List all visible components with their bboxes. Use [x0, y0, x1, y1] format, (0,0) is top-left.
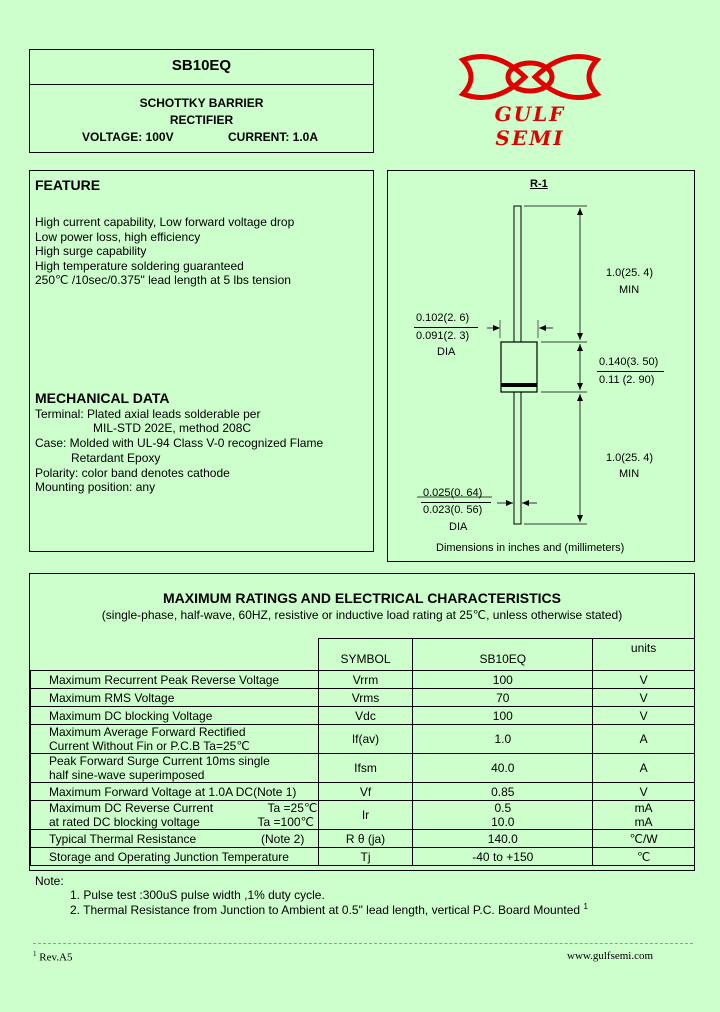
- feature-item: High temperature soldering guaranteed: [35, 259, 244, 273]
- body-dia-min: 0.091(2. 3): [416, 330, 470, 342]
- feature-heading: FEATURE: [35, 177, 101, 193]
- notes-label: Note:: [35, 874, 64, 888]
- unit-line: mA: [634, 815, 653, 829]
- body-dia-label: DIA: [437, 346, 456, 358]
- param-line: Maximum Average Forward Rectified: [49, 725, 246, 739]
- table-row: [31, 830, 695, 848]
- body-len-fraction-line: [597, 371, 664, 372]
- mechanical-line: Retardant Epoxy: [71, 451, 161, 465]
- header-param-cell: [31, 639, 319, 671]
- unit-line: mA: [634, 801, 653, 815]
- footer-rev: [33, 950, 72, 964]
- logo-mark-icon: [455, 52, 605, 102]
- note-text: 2. Thermal Resistance from Junction to Ambient at 0.5" lead length, vertical P.C. Board Mounted: [70, 903, 581, 917]
- symbol-cell: Vdc: [318, 707, 413, 725]
- mechanical-line: Mounting position: any: [35, 480, 156, 494]
- param-cell: Maximum RMS Voltage: [31, 689, 319, 707]
- mechanical-line: MIL-STD 202E, method 208C: [93, 421, 252, 435]
- header-box: [29, 49, 374, 153]
- lead-top-min: MIN: [619, 284, 640, 296]
- note-mark: 1: [583, 902, 588, 911]
- header-divider: [30, 84, 373, 85]
- table-row: [31, 707, 695, 725]
- value-cell: 140.0: [413, 830, 593, 848]
- unit-cell: V: [593, 671, 695, 689]
- param-text: Typical Thermal Resistance: [49, 831, 197, 846]
- symbol-cell: Vrrm: [318, 671, 413, 689]
- dimension-caption: Dimensions in inches and (millimeters): [436, 542, 625, 554]
- mechanical-line: Polarity: color band denotes cathode: [35, 466, 230, 480]
- header-part: SB10EQ: [413, 639, 593, 671]
- param-line: [49, 801, 318, 815]
- package-label: R-1: [530, 178, 548, 190]
- param-cell: [31, 725, 319, 754]
- param-text: Maximum DC Reverse Current: [49, 801, 214, 815]
- title-line1: SCHOTTKY BARRIER: [139, 96, 264, 110]
- part-number: SB10EQ: [171, 57, 232, 74]
- param-cell: [31, 830, 319, 848]
- symbol-cell: R θ (ja): [318, 830, 413, 848]
- title-line2: RECTIFIER: [169, 113, 234, 127]
- footer-rev-mark: 1: [33, 950, 37, 958]
- lead-dia-min: 0.023(0. 56): [423, 504, 483, 516]
- unit-cell: V: [593, 783, 695, 801]
- param-cell: Maximum Recurrent Peak Reverse Voltage: [31, 671, 319, 689]
- unit-cell: A: [593, 754, 695, 783]
- table-header-row: [31, 639, 695, 671]
- unit-cell: V: [593, 707, 695, 725]
- param-condition: (Note 2): [261, 831, 305, 846]
- body-dia-max: 0.102(2. 6): [416, 312, 470, 324]
- gulf-semi-logo: [455, 52, 605, 150]
- feature-item: Low power loss, high efficiency: [35, 230, 201, 244]
- table-row: [31, 725, 695, 754]
- unit-cell: V: [593, 689, 695, 707]
- logo-text: GULF SEMI: [494, 102, 566, 150]
- unit-cell: A: [593, 725, 695, 754]
- param-cell: Storage and Operating Junction Temperature: [31, 848, 319, 866]
- table-row: [31, 754, 695, 783]
- feature-item: High surge capability: [35, 244, 147, 258]
- param-condition: Ta =100℃: [257, 815, 315, 829]
- param-line: Current Without Fin or P.C.B Ta=25℃: [49, 739, 250, 753]
- voltage-rating: VOLTAGE: 100V: [82, 130, 174, 144]
- header-units: units: [593, 639, 695, 671]
- ratings-table: [30, 638, 695, 866]
- param-line: [49, 815, 315, 829]
- param-line: half sine-wave superimposed: [49, 768, 205, 782]
- body-len-max: 0.140(3. 50): [599, 356, 659, 368]
- param-cell: Maximum Forward Voltage at 1.0A DC(Note 1): [31, 783, 319, 801]
- footer-rule: [33, 943, 693, 944]
- lead-top-length: 1.0(25. 4): [606, 267, 654, 279]
- param-cell: Maximum DC blocking Voltage: [31, 707, 319, 725]
- body-dia-fraction-line: [414, 327, 478, 328]
- lead-bot-min: MIN: [619, 468, 640, 480]
- param-text: at rated DC blocking voltage: [49, 815, 200, 829]
- symbol-cell: Ir: [318, 801, 413, 830]
- lead-dia-label: DIA: [449, 521, 468, 533]
- current-rating: CURRENT: 1.0A: [228, 130, 319, 144]
- unit-cell: ℃/W: [593, 830, 695, 848]
- table-row: [31, 783, 695, 801]
- param-condition: Ta =25℃: [267, 801, 318, 815]
- value-cell: 100: [413, 671, 593, 689]
- feature-item: 250℃ /10sec/0.375" lead length at 5 lbs tension: [35, 273, 291, 287]
- table-row: [31, 801, 695, 830]
- value-cell: 100: [413, 707, 593, 725]
- lead-bot-length: 1.0(25. 4): [606, 452, 654, 464]
- symbol-cell: Tj: [318, 848, 413, 866]
- mechanical-line: Case: Molded with UL-94 Class V-0 recognized Flame: [35, 436, 324, 450]
- param-line: Peak Forward Surge Current 10ms single: [49, 754, 270, 768]
- footer-url[interactable]: www.gulfsemi.com: [567, 950, 654, 962]
- symbol-cell: Ifsm: [318, 754, 413, 783]
- unit-cell: ℃: [593, 848, 695, 866]
- note-item: [70, 902, 588, 917]
- table-row: [31, 848, 695, 866]
- value-cell: 1.0: [413, 725, 593, 754]
- lead-dia-fraction-line: [421, 502, 491, 503]
- mechanical-heading: MECHANICAL DATA: [35, 390, 170, 406]
- value-cell: 0.85: [413, 783, 593, 801]
- table-row: [31, 689, 695, 707]
- value-cell: -40 to +150: [413, 848, 593, 866]
- unit-cell: [593, 801, 695, 830]
- param-cell: [31, 801, 319, 830]
- value-cell: [413, 801, 593, 830]
- symbol-cell: Vf: [318, 783, 413, 801]
- note-item: 1. Pulse test :300uS pulse width ,1% duty cycle.: [70, 888, 325, 902]
- value-line: 0.5: [494, 801, 512, 815]
- ratings-subtitle: (single-phase, half-wave, 60HZ, resistive or inductive load rating at 25℃, unless otherwise stated): [101, 608, 623, 622]
- value-line: 10.0: [491, 815, 515, 829]
- value-cell: 70: [413, 689, 593, 707]
- body-len-min: 0.11 (2. 90): [599, 374, 655, 386]
- feature-item: High current capability, Low forward voltage drop: [35, 215, 295, 229]
- table-row: [31, 671, 695, 689]
- value-cell: 40.0: [413, 754, 593, 783]
- ratings-title: MAXIMUM RATINGS AND ELECTRICAL CHARACTERISTICS: [163, 590, 561, 606]
- lead-dia-max: 0.025(0. 64): [423, 487, 483, 499]
- param-cell: [31, 754, 319, 783]
- symbol-cell: Vrms: [318, 689, 413, 707]
- mechanical-line: Terminal: Plated axial leads solderable per: [35, 407, 261, 421]
- symbol-cell: If(av): [318, 725, 413, 754]
- header-symbol: SYMBOL: [318, 639, 413, 671]
- footer-rev-text: Rev.A5: [39, 951, 73, 964]
